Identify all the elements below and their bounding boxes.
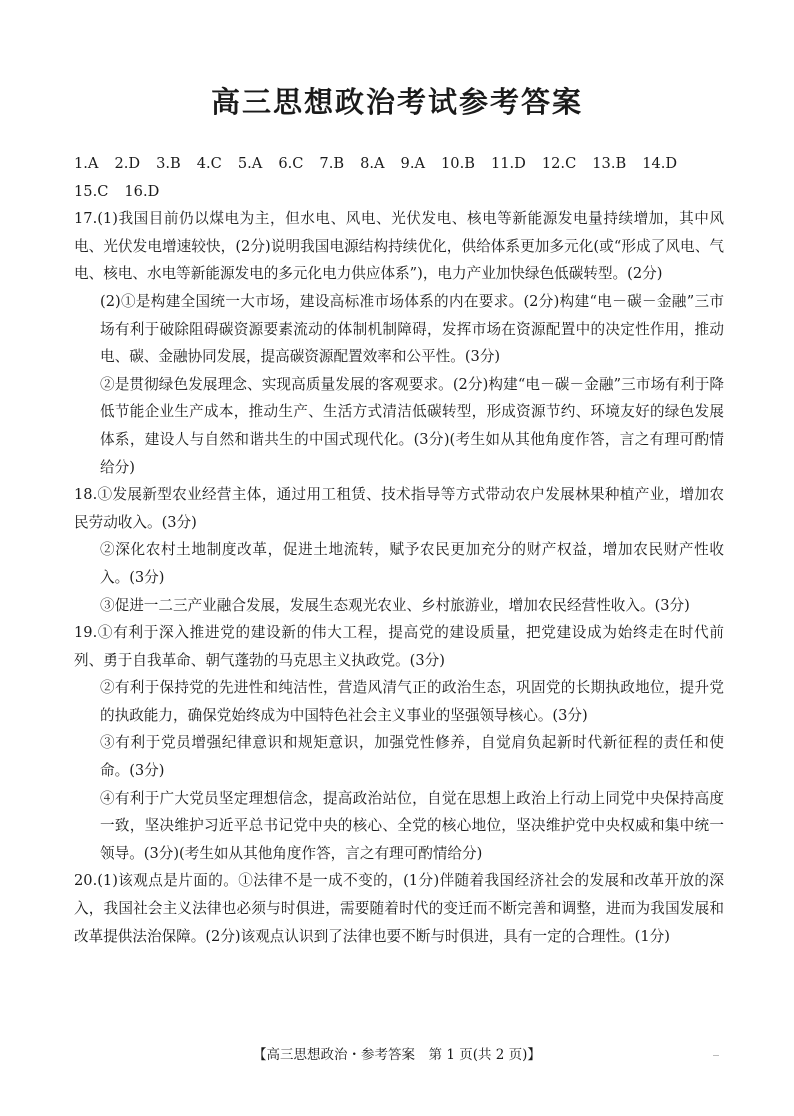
mc-answer: 2.D: [114, 155, 141, 172]
q17-part1-text: (1)我国目前仍以煤电为主，但水电、风电、光伏发电、核电等新能源发电量持续增加，其中风电、光伏发电增速较快，(2分)说明我国电源结构持续优化，供给体系更加多元化(或“形成了风电、气电、核电、水电等新能源发电的多元化电力供应体系”)，电力产业加快绿色低碳转型。(2分): [74, 210, 724, 283]
mc-answer: 9.A: [400, 155, 425, 172]
q17-part2: (2)①是构建全国统一大市场，建设高标准市场体系的内在要求。(2分)构建“电－碳－金融”三市场有利于破除阻碍碳资源要素流动的体制机制障碍，发挥市场在资源配置中的决定性作用，推动电、碳、金融协同发展，提高碳资源配置效率和公平性。(3分): [100, 292, 724, 366]
mc-answer: 16.D: [124, 182, 160, 200]
mc-answer: 8.A: [360, 155, 385, 172]
answer-content: [74, 150, 724, 950]
mc-answer: 3.B: [156, 155, 181, 172]
mc-answer: 10.B: [441, 155, 475, 172]
multiple-choice-answers: [74, 150, 724, 205]
q19-point1-text: ①有利于深入推进党的建设新的伟大工程，提高党的建设质量，把党建设成为始终走在时代前列、勇于自我革命、朝气蓬勃的马克思主义执政党。(3分): [74, 624, 724, 669]
q19-point4: ④有利于广大党员坚定理想信念，提高政治站位，自觉在思想上政治上行动上同党中央保持高度一致，坚决维护习近平总书记党中央的核心、全党的核心地位，坚决维护党中央权威和集中统一领导。(3分)(考生如从其他角度作答，言之有理可酌情给分): [100, 789, 724, 862]
q20-part1: [74, 867, 724, 950]
mc-answer: 13.B: [592, 155, 627, 172]
q19-point2: ②有利于保持党的先进性和纯洁性，营造风清气正的政治生态，巩固党的长期执政地位，提升党的执政能力，确保党始终成为中国特色社会主义事业的坚强领导核心。(3分): [100, 679, 724, 724]
question-18: [74, 481, 724, 619]
question-number: 20.: [74, 872, 98, 890]
mc-answer: 4.C: [196, 155, 222, 172]
mc-answer: 5.A: [237, 155, 263, 172]
question-number: 19.: [74, 624, 98, 642]
question-number: 18.: [74, 486, 98, 504]
q18-point3: ③促进一二三产业融合发展，发展生态观光农业、乡村旅游业，增加农民经营性收入。(3分): [100, 596, 690, 614]
q17-part1: [74, 205, 724, 288]
scan-mark: [713, 1055, 719, 1056]
question-17: [74, 205, 724, 481]
question-20: [74, 867, 724, 950]
mc-answer: 1.A: [74, 155, 99, 172]
mc-answer: 12.C: [541, 155, 577, 172]
q19-point3: ③有利于党员增强纪律意识和规矩意识，加强党性修养，自觉肩负起新时代新征程的责任和使命。(3分): [100, 734, 724, 780]
question-number: 17.: [74, 210, 98, 228]
page-title: 高三思想政治考试参考答案: [210, 85, 583, 119]
q18-point2: ②深化农村土地制度改革，促进土地流转，赋予农民更加充分的财产权益，增加农民财产性收入。(3分): [100, 541, 724, 586]
mc-answer: 11.D: [490, 155, 526, 172]
question-19: [74, 619, 724, 867]
q19-point1: [74, 619, 724, 674]
q18-point1: [74, 481, 724, 536]
mc-answer: 6.C: [278, 155, 304, 172]
page-footer: 【高三思想政治・参考答案 第 1 页(共 2 页)】: [253, 1047, 541, 1063]
mc-answer: 7.B: [319, 155, 345, 172]
mc-answer: 14.D: [642, 155, 678, 172]
q20-part1-text: (1)该观点是片面的。①法律不是一成不变的，(1分)伴随着我国经济社会的发展和改革开放的深入，我国社会主义法律也必须与时俱进，需要随着时代的变迁而不断完善和调整，进而为我国发展和改革提供法治保障。(2分)该观点认识到了法律也要不断与时俱进，具有一定的合理性。(1分): [74, 872, 724, 945]
mc-answer: 15.C: [74, 182, 109, 200]
q17-part3: ②是贯彻绿色发展理念、实现高质量发展的客观要求。(2分)构建“电－碳－金融”三市场有利于降低节能企业生产成本，推动生产、生活方式清洁低碳转型，形成资源节约、环境友好的绿色发展体系，建设人与自然和谐共生的中国式现代化。(3分)(考生如从其他角度作答，言之有理可酌情给分): [100, 375, 724, 476]
q18-point1-text: ①发展新型农业经营主体，通过用工租赁、技术指导等方式带动农户发展林果种植产业，增加农民劳动收入。(3分): [74, 486, 724, 531]
